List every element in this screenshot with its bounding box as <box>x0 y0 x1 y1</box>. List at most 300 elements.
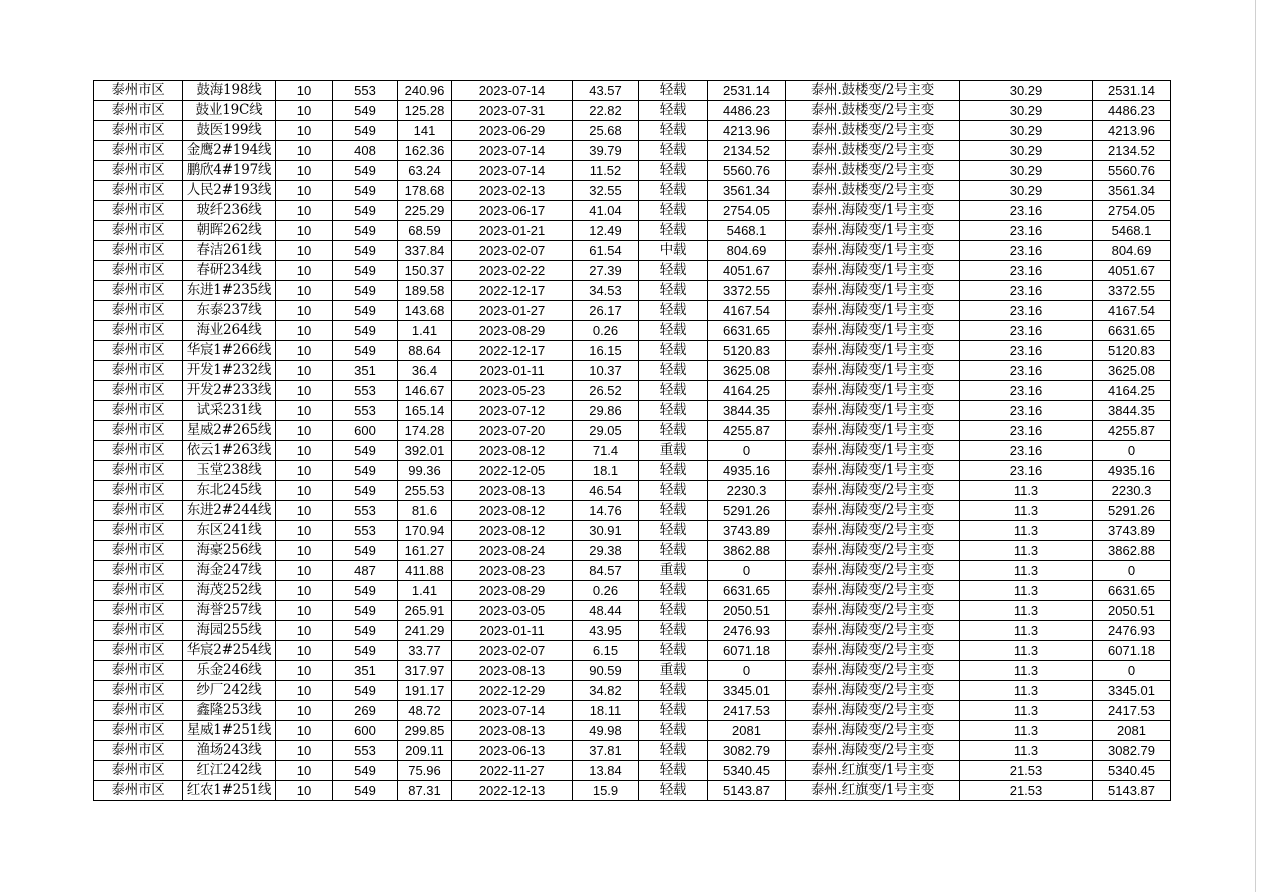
load-rate-cell: 25.68 <box>573 121 639 141</box>
transformer-rate-cell: 11.3 <box>960 721 1093 741</box>
load-rate-cell: 43.57 <box>573 81 639 101</box>
available-capacity-cell: 6631.65 <box>708 321 786 341</box>
load-rate-cell: 12.49 <box>573 221 639 241</box>
transformer-rate-cell: 11.3 <box>960 581 1093 601</box>
transformer-cell: 泰州.鼓楼变/2号主变 <box>786 161 960 181</box>
transformer-rate-cell: 11.3 <box>960 621 1093 641</box>
load-status-cell: 中载 <box>639 241 708 261</box>
region-cell: 泰州市区 <box>94 441 183 461</box>
transformer-rate-cell: 30.29 <box>960 121 1093 141</box>
capacity-cell: 549 <box>333 301 398 321</box>
transformer-cell: 泰州.鼓楼变/2号主变 <box>786 181 960 201</box>
date-cell: 2022-12-05 <box>452 461 573 481</box>
remaining-capacity-cell: 0 <box>1093 561 1171 581</box>
date-cell: 2023-08-23 <box>452 561 573 581</box>
transformer-cell: 泰州.海陵变/1号主变 <box>786 321 960 341</box>
capacity-cell: 553 <box>333 401 398 421</box>
load-cell: 178.68 <box>398 181 452 201</box>
transformer-cell: 泰州.海陵变/2号主变 <box>786 741 960 761</box>
line-name-cell: 春洁261线 <box>183 241 276 261</box>
region-cell: 泰州市区 <box>94 81 183 101</box>
line-name-cell: 海园255线 <box>183 621 276 641</box>
line-name-cell: 红农1#251线 <box>183 781 276 801</box>
transformer-rate-cell: 11.3 <box>960 641 1093 661</box>
page-edge-divider <box>1255 0 1256 892</box>
load-cell: 392.01 <box>398 441 452 461</box>
capacity-cell: 600 <box>333 721 398 741</box>
remaining-capacity-cell: 5120.83 <box>1093 341 1171 361</box>
transformer-rate-cell: 11.3 <box>960 681 1093 701</box>
load-cell: 63.24 <box>398 161 452 181</box>
data-table <box>93 80 1171 801</box>
load-cell: 241.29 <box>398 621 452 641</box>
load-rate-cell: 34.82 <box>573 681 639 701</box>
capacity-cell: 549 <box>333 281 398 301</box>
remaining-capacity-cell: 6631.65 <box>1093 321 1171 341</box>
transformer-rate-cell: 23.16 <box>960 401 1093 421</box>
line-name-cell: 玉堂238线 <box>183 461 276 481</box>
load-rate-cell: 18.11 <box>573 701 639 721</box>
load-status-cell: 轻载 <box>639 741 708 761</box>
load-rate-cell: 90.59 <box>573 661 639 681</box>
load-status-cell: 重载 <box>639 441 708 461</box>
available-capacity-cell: 5143.87 <box>708 781 786 801</box>
transformer-rate-cell: 23.16 <box>960 421 1093 441</box>
load-status-cell: 轻载 <box>639 261 708 281</box>
remaining-capacity-cell: 2230.3 <box>1093 481 1171 501</box>
load-status-cell: 重载 <box>639 661 708 681</box>
load-rate-cell: 71.4 <box>573 441 639 461</box>
capacity-cell: 549 <box>333 241 398 261</box>
available-capacity-cell: 5468.1 <box>708 221 786 241</box>
load-rate-cell: 0.26 <box>573 321 639 341</box>
load-cell: 99.36 <box>398 461 452 481</box>
transformer-cell: 泰州.海陵变/1号主变 <box>786 401 960 421</box>
available-capacity-cell: 2230.3 <box>708 481 786 501</box>
load-rate-cell: 14.76 <box>573 501 639 521</box>
line-name-cell: 东北245线 <box>183 481 276 501</box>
region-cell: 泰州市区 <box>94 321 183 341</box>
load-status-cell: 轻载 <box>639 341 708 361</box>
remaining-capacity-cell: 3372.55 <box>1093 281 1171 301</box>
voltage-cell: 10 <box>276 621 333 641</box>
date-cell: 2023-07-31 <box>452 101 573 121</box>
remaining-capacity-cell: 4164.25 <box>1093 381 1171 401</box>
capacity-cell: 553 <box>333 521 398 541</box>
load-status-cell: 轻载 <box>639 141 708 161</box>
date-cell: 2023-06-13 <box>452 741 573 761</box>
load-status-cell: 轻载 <box>639 761 708 781</box>
table-row <box>94 701 1171 721</box>
remaining-capacity-cell: 6071.18 <box>1093 641 1171 661</box>
region-cell: 泰州市区 <box>94 681 183 701</box>
table-row <box>94 581 1171 601</box>
remaining-capacity-cell: 3844.35 <box>1093 401 1171 421</box>
load-status-cell: 轻载 <box>639 121 708 141</box>
load-rate-cell: 61.54 <box>573 241 639 261</box>
region-cell: 泰州市区 <box>94 461 183 481</box>
region-cell: 泰州市区 <box>94 761 183 781</box>
line-name-cell: 金鹰2#194线 <box>183 141 276 161</box>
voltage-cell: 10 <box>276 561 333 581</box>
transformer-cell: 泰州.海陵变/2号主变 <box>786 561 960 581</box>
transformer-cell: 泰州.海陵变/2号主变 <box>786 721 960 741</box>
transformer-cell: 泰州.鼓楼变/2号主变 <box>786 101 960 121</box>
transformer-rate-cell: 30.29 <box>960 141 1093 161</box>
available-capacity-cell: 2531.14 <box>708 81 786 101</box>
line-name-cell: 鑫隆253线 <box>183 701 276 721</box>
capacity-cell: 549 <box>333 541 398 561</box>
remaining-capacity-cell: 4486.23 <box>1093 101 1171 121</box>
capacity-cell: 351 <box>333 661 398 681</box>
region-cell: 泰州市区 <box>94 741 183 761</box>
region-cell: 泰州市区 <box>94 781 183 801</box>
line-name-cell: 鼓医199线 <box>183 121 276 141</box>
load-cell: 36.4 <box>398 361 452 381</box>
line-name-cell: 纱厂242线 <box>183 681 276 701</box>
table-body <box>94 81 1171 801</box>
available-capacity-cell: 4486.23 <box>708 101 786 121</box>
transformer-rate-cell: 30.29 <box>960 161 1093 181</box>
line-name-cell: 东进2#244线 <box>183 501 276 521</box>
date-cell: 2023-07-14 <box>452 81 573 101</box>
load-rate-cell: 84.57 <box>573 561 639 581</box>
load-cell: 125.28 <box>398 101 452 121</box>
load-rate-cell: 26.17 <box>573 301 639 321</box>
date-cell: 2023-05-23 <box>452 381 573 401</box>
capacity-cell: 549 <box>333 681 398 701</box>
capacity-cell: 549 <box>333 621 398 641</box>
table-row <box>94 741 1171 761</box>
load-status-cell: 轻载 <box>639 461 708 481</box>
load-rate-cell: 22.82 <box>573 101 639 121</box>
transformer-cell: 泰州.海陵变/2号主变 <box>786 501 960 521</box>
line-name-cell: 星威2#265线 <box>183 421 276 441</box>
date-cell: 2023-06-29 <box>452 121 573 141</box>
region-cell: 泰州市区 <box>94 481 183 501</box>
load-status-cell: 轻载 <box>639 581 708 601</box>
transformer-rate-cell: 30.29 <box>960 101 1093 121</box>
remaining-capacity-cell: 5340.45 <box>1093 761 1171 781</box>
voltage-cell: 10 <box>276 521 333 541</box>
line-name-cell: 海业264线 <box>183 321 276 341</box>
load-status-cell: 轻载 <box>639 181 708 201</box>
transformer-cell: 泰州.海陵变/1号主变 <box>786 461 960 481</box>
load-rate-cell: 37.81 <box>573 741 639 761</box>
table-row <box>94 381 1171 401</box>
date-cell: 2022-12-13 <box>452 781 573 801</box>
voltage-cell: 10 <box>276 761 333 781</box>
date-cell: 2023-08-13 <box>452 721 573 741</box>
transformer-cell: 泰州.海陵变/2号主变 <box>786 681 960 701</box>
available-capacity-cell: 5291.26 <box>708 501 786 521</box>
load-status-cell: 轻载 <box>639 701 708 721</box>
load-status-cell: 轻载 <box>639 521 708 541</box>
transformer-cell: 泰州.海陵变/2号主变 <box>786 701 960 721</box>
capacity-cell: 549 <box>333 121 398 141</box>
region-cell: 泰州市区 <box>94 261 183 281</box>
capacity-cell: 549 <box>333 161 398 181</box>
voltage-cell: 10 <box>276 681 333 701</box>
transformer-cell: 泰州.海陵变/1号主变 <box>786 241 960 261</box>
available-capacity-cell: 0 <box>708 561 786 581</box>
date-cell: 2023-02-07 <box>452 641 573 661</box>
remaining-capacity-cell: 2531.14 <box>1093 81 1171 101</box>
load-status-cell: 轻载 <box>639 81 708 101</box>
voltage-cell: 10 <box>276 161 333 181</box>
transformer-cell: 泰州.红旗变/1号主变 <box>786 761 960 781</box>
load-status-cell: 轻载 <box>639 601 708 621</box>
table-row <box>94 421 1171 441</box>
transformer-rate-cell: 23.16 <box>960 341 1093 361</box>
transformer-cell: 泰州.海陵变/1号主变 <box>786 361 960 381</box>
load-cell: 161.27 <box>398 541 452 561</box>
remaining-capacity-cell: 3862.88 <box>1093 541 1171 561</box>
available-capacity-cell: 2050.51 <box>708 601 786 621</box>
table-row <box>94 761 1171 781</box>
transformer-cell: 泰州.海陵变/1号主变 <box>786 261 960 281</box>
date-cell: 2022-11-27 <box>452 761 573 781</box>
voltage-cell: 10 <box>276 361 333 381</box>
capacity-cell: 549 <box>333 581 398 601</box>
load-cell: 162.36 <box>398 141 452 161</box>
transformer-cell: 泰州.鼓楼变/2号主变 <box>786 141 960 161</box>
voltage-cell: 10 <box>276 221 333 241</box>
load-rate-cell: 26.52 <box>573 381 639 401</box>
date-cell: 2023-01-11 <box>452 361 573 381</box>
capacity-cell: 549 <box>333 261 398 281</box>
available-capacity-cell: 4213.96 <box>708 121 786 141</box>
date-cell: 2023-08-12 <box>452 521 573 541</box>
table-row <box>94 321 1171 341</box>
available-capacity-cell: 4051.67 <box>708 261 786 281</box>
voltage-cell: 10 <box>276 741 333 761</box>
load-cell: 48.72 <box>398 701 452 721</box>
transformer-cell: 泰州.海陵变/2号主变 <box>786 661 960 681</box>
transformer-rate-cell: 11.3 <box>960 481 1093 501</box>
transformer-cell: 泰州.鼓楼变/2号主变 <box>786 121 960 141</box>
table-row <box>94 781 1171 801</box>
available-capacity-cell: 804.69 <box>708 241 786 261</box>
load-rate-cell: 32.55 <box>573 181 639 201</box>
transformer-rate-cell: 23.16 <box>960 301 1093 321</box>
region-cell: 泰州市区 <box>94 521 183 541</box>
transformer-rate-cell: 11.3 <box>960 561 1093 581</box>
transformer-cell: 泰州.海陵变/2号主变 <box>786 581 960 601</box>
load-rate-cell: 10.37 <box>573 361 639 381</box>
region-cell: 泰州市区 <box>94 401 183 421</box>
load-cell: 225.29 <box>398 201 452 221</box>
transformer-cell: 泰州.海陵变/2号主变 <box>786 641 960 661</box>
voltage-cell: 10 <box>276 461 333 481</box>
table-row <box>94 541 1171 561</box>
capacity-cell: 549 <box>333 441 398 461</box>
remaining-capacity-cell: 5143.87 <box>1093 781 1171 801</box>
date-cell: 2023-08-12 <box>452 501 573 521</box>
table-row <box>94 501 1171 521</box>
date-cell: 2023-01-27 <box>452 301 573 321</box>
load-status-cell: 轻载 <box>639 481 708 501</box>
available-capacity-cell: 3743.89 <box>708 521 786 541</box>
available-capacity-cell: 5560.76 <box>708 161 786 181</box>
remaining-capacity-cell: 3082.79 <box>1093 741 1171 761</box>
load-cell: 191.17 <box>398 681 452 701</box>
load-cell: 1.41 <box>398 581 452 601</box>
available-capacity-cell: 2417.53 <box>708 701 786 721</box>
available-capacity-cell: 2081 <box>708 721 786 741</box>
load-cell: 240.96 <box>398 81 452 101</box>
capacity-cell: 549 <box>333 641 398 661</box>
load-rate-cell: 30.91 <box>573 521 639 541</box>
available-capacity-cell: 2754.05 <box>708 201 786 221</box>
table-row <box>94 301 1171 321</box>
capacity-cell: 269 <box>333 701 398 721</box>
transformer-rate-cell: 11.3 <box>960 741 1093 761</box>
load-rate-cell: 34.53 <box>573 281 639 301</box>
load-cell: 68.59 <box>398 221 452 241</box>
table-row <box>94 221 1171 241</box>
load-rate-cell: 11.52 <box>573 161 639 181</box>
load-status-cell: 轻载 <box>639 301 708 321</box>
remaining-capacity-cell: 2081 <box>1093 721 1171 741</box>
load-cell: 170.94 <box>398 521 452 541</box>
transformer-rate-cell: 23.16 <box>960 201 1093 221</box>
voltage-cell: 10 <box>276 261 333 281</box>
load-cell: 174.28 <box>398 421 452 441</box>
load-cell: 209.11 <box>398 741 452 761</box>
load-rate-cell: 0.26 <box>573 581 639 601</box>
available-capacity-cell: 0 <box>708 441 786 461</box>
table-row <box>94 341 1171 361</box>
capacity-cell: 549 <box>333 761 398 781</box>
remaining-capacity-cell: 5468.1 <box>1093 221 1171 241</box>
remaining-capacity-cell: 3561.34 <box>1093 181 1171 201</box>
table-row <box>94 521 1171 541</box>
line-name-cell: 开发1#232线 <box>183 361 276 381</box>
remaining-capacity-cell: 3743.89 <box>1093 521 1171 541</box>
voltage-cell: 10 <box>276 781 333 801</box>
line-name-cell: 渔场243线 <box>183 741 276 761</box>
transformer-cell: 泰州.红旗变/1号主变 <box>786 781 960 801</box>
load-rate-cell: 29.38 <box>573 541 639 561</box>
load-status-cell: 轻载 <box>639 201 708 221</box>
region-cell: 泰州市区 <box>94 721 183 741</box>
date-cell: 2023-08-24 <box>452 541 573 561</box>
transformer-cell: 泰州.海陵变/1号主变 <box>786 421 960 441</box>
table-row <box>94 641 1171 661</box>
voltage-cell: 10 <box>276 661 333 681</box>
voltage-cell: 10 <box>276 281 333 301</box>
capacity-cell: 549 <box>333 341 398 361</box>
load-status-cell: 轻载 <box>639 541 708 561</box>
voltage-cell: 10 <box>276 701 333 721</box>
voltage-cell: 10 <box>276 501 333 521</box>
capacity-cell: 549 <box>333 601 398 621</box>
line-name-cell: 鹏欣4#197线 <box>183 161 276 181</box>
load-cell: 81.6 <box>398 501 452 521</box>
available-capacity-cell: 3082.79 <box>708 741 786 761</box>
load-cell: 141 <box>398 121 452 141</box>
transformer-rate-cell: 11.3 <box>960 521 1093 541</box>
load-status-cell: 轻载 <box>639 101 708 121</box>
region-cell: 泰州市区 <box>94 561 183 581</box>
load-status-cell: 轻载 <box>639 501 708 521</box>
available-capacity-cell: 6631.65 <box>708 581 786 601</box>
date-cell: 2022-12-29 <box>452 681 573 701</box>
region-cell: 泰州市区 <box>94 301 183 321</box>
table-row <box>94 121 1171 141</box>
date-cell: 2023-07-14 <box>452 701 573 721</box>
line-name-cell: 鼓业19C线 <box>183 101 276 121</box>
capacity-cell: 549 <box>333 781 398 801</box>
table-row <box>94 141 1171 161</box>
line-name-cell: 华宸1#266线 <box>183 341 276 361</box>
load-rate-cell: 13.84 <box>573 761 639 781</box>
region-cell: 泰州市区 <box>94 621 183 641</box>
remaining-capacity-cell: 4255.87 <box>1093 421 1171 441</box>
table-row <box>94 201 1171 221</box>
region-cell: 泰州市区 <box>94 201 183 221</box>
region-cell: 泰州市区 <box>94 641 183 661</box>
transformer-cell: 泰州.海陵变/1号主变 <box>786 281 960 301</box>
date-cell: 2023-03-05 <box>452 601 573 621</box>
region-cell: 泰州市区 <box>94 541 183 561</box>
available-capacity-cell: 4164.25 <box>708 381 786 401</box>
date-cell: 2023-07-12 <box>452 401 573 421</box>
transformer-rate-cell: 23.16 <box>960 221 1093 241</box>
date-cell: 2023-02-07 <box>452 241 573 261</box>
line-name-cell: 红江242线 <box>183 761 276 781</box>
transformer-rate-cell: 21.53 <box>960 761 1093 781</box>
remaining-capacity-cell: 804.69 <box>1093 241 1171 261</box>
table-row <box>94 481 1171 501</box>
transformer-cell: 泰州.海陵变/1号主变 <box>786 381 960 401</box>
transformer-rate-cell: 11.3 <box>960 541 1093 561</box>
date-cell: 2023-08-12 <box>452 441 573 461</box>
transformer-cell: 泰州.海陵变/1号主变 <box>786 221 960 241</box>
line-name-cell: 海茂252线 <box>183 581 276 601</box>
load-rate-cell: 27.39 <box>573 261 639 281</box>
remaining-capacity-cell: 4051.67 <box>1093 261 1171 281</box>
transformer-rate-cell: 23.16 <box>960 461 1093 481</box>
date-cell: 2023-08-29 <box>452 581 573 601</box>
voltage-cell: 10 <box>276 81 333 101</box>
date-cell: 2023-02-22 <box>452 261 573 281</box>
remaining-capacity-cell: 2417.53 <box>1093 701 1171 721</box>
transformer-cell: 泰州.海陵变/2号主变 <box>786 521 960 541</box>
line-name-cell: 海豪256线 <box>183 541 276 561</box>
table-row <box>94 661 1171 681</box>
load-status-cell: 轻载 <box>639 161 708 181</box>
load-rate-cell: 18.1 <box>573 461 639 481</box>
date-cell: 2023-07-14 <box>452 161 573 181</box>
line-name-cell: 朝晖262线 <box>183 221 276 241</box>
load-rate-cell: 15.9 <box>573 781 639 801</box>
transformer-cell: 泰州.海陵变/2号主变 <box>786 481 960 501</box>
line-name-cell: 东区241线 <box>183 521 276 541</box>
table-row <box>94 601 1171 621</box>
table-row <box>94 461 1171 481</box>
remaining-capacity-cell: 4935.16 <box>1093 461 1171 481</box>
available-capacity-cell: 3345.01 <box>708 681 786 701</box>
voltage-cell: 10 <box>276 101 333 121</box>
table-row <box>94 161 1171 181</box>
line-name-cell: 东进1#235线 <box>183 281 276 301</box>
line-name-cell: 玻纤236线 <box>183 201 276 221</box>
transformer-rate-cell: 30.29 <box>960 81 1093 101</box>
voltage-cell: 10 <box>276 321 333 341</box>
table-row <box>94 681 1171 701</box>
